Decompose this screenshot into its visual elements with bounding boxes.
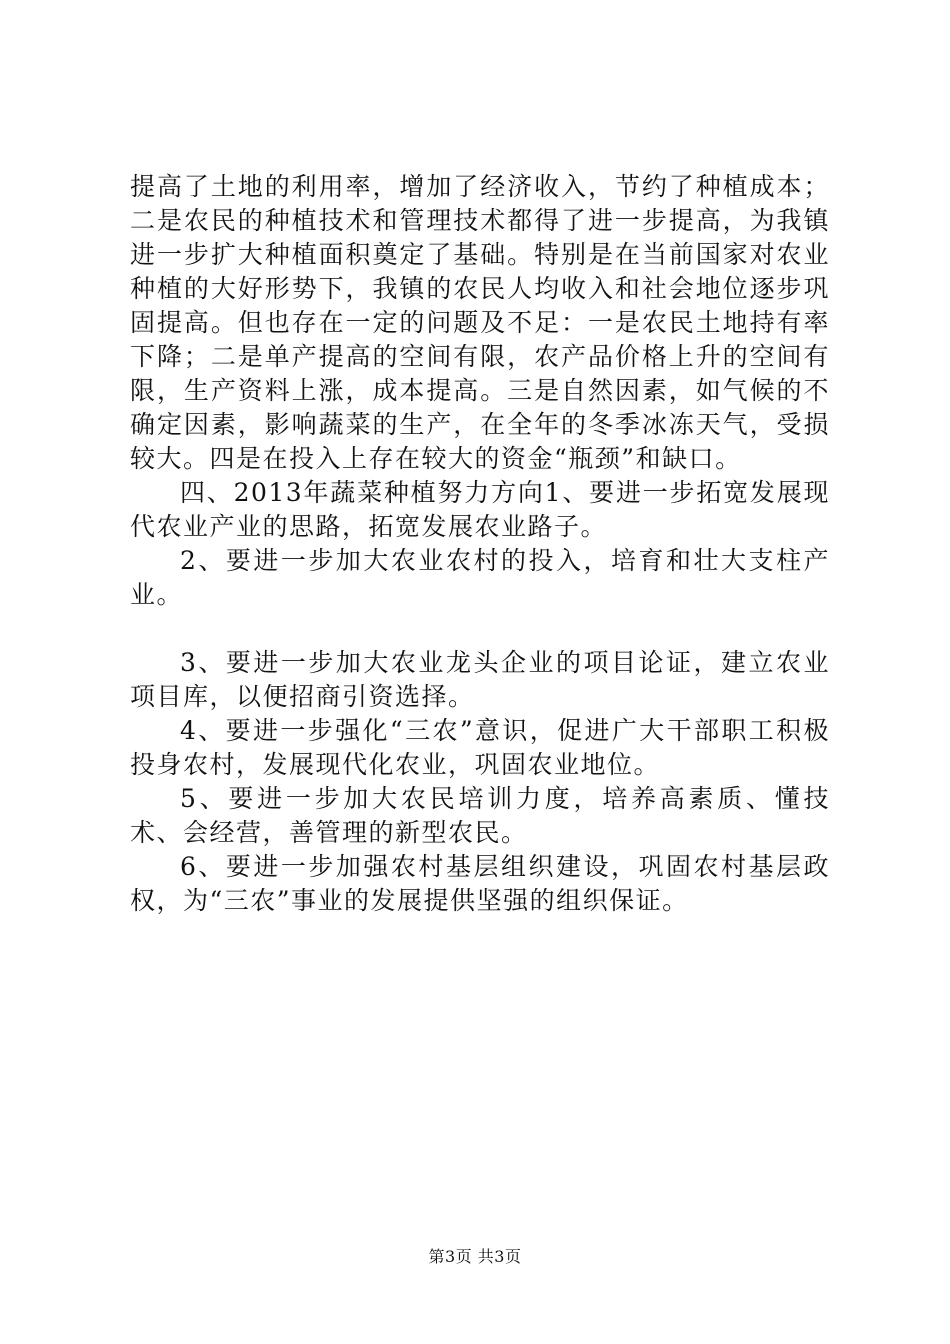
paragraph-item-5: 5、要进一步加大农民培训力度，培养高素质、懂技术、会经营，善管理的新型农民。 <box>130 784 830 847</box>
paragraph-item-4: 4、要进一步强化“三农”意识，促进广大干部职工积极投身农村，发展现代化农业，巩固农业地位。 <box>130 716 830 779</box>
paragraph-summary: 提高了土地的利用率，增加了经济收入，节约了种植成本；二是农民的种植技术和管理技术都得了进一步提高，为我镇进一步扩大种植面积奠定了基础。特别是在当前国家对农业种植的大好形势下，我镇的农民人均收入和社会地位逐步巩固提高。但也存在一定的问题及不足：一是农民土地持有率下降；二是单产提高的空间有限，农产品价格上升的空间有限，生产资料上涨，成本提高。三是自然因素，如气候的不确定因素，影响蔬菜的生产，在全年的冬季冰冻天气，受损较大。四是在投入上存在较大的资金“瓶颈”和缺口。 <box>130 172 830 473</box>
page-number-footer: 第3页 共3页 <box>428 1247 522 1266</box>
blank-line <box>130 612 830 646</box>
paragraph-item-3: 3、要进一步加大农业龙头企业的项目论证，建立农业项目库，以便招商引资选择。 <box>130 648 830 711</box>
paragraph-item-6: 6、要进一步加强农村基层组织建设，巩固农村基层政权，为“三农”事业的发展提供坚强的组织保证。 <box>130 852 830 915</box>
paragraph-direction-heading: 四、2013年蔬菜种植努力方向1、要进一步拓宽发展现代农业产业的思路，拓宽发展农业路子。 <box>130 478 830 541</box>
paragraph-item-2: 2、要进一步加大农业农村的投入，培育和壮大支柱产业。 <box>130 546 830 609</box>
document-body <box>130 170 830 918</box>
